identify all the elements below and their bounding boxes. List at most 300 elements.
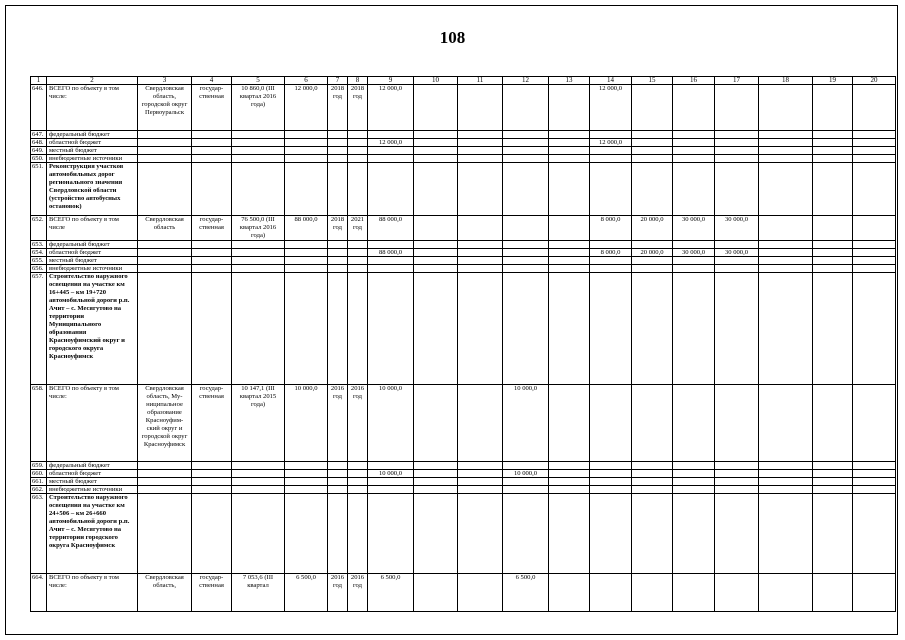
value-cell: [673, 147, 715, 155]
value-cell: [632, 574, 673, 612]
column-number: 2: [47, 77, 138, 85]
value-cell: [759, 470, 813, 478]
value-cell: [503, 241, 549, 249]
value-cell: [414, 462, 458, 470]
value-cell: [458, 257, 503, 265]
value-cell: [503, 131, 549, 139]
value-cell: [328, 462, 348, 470]
row-number-cell: 664.: [31, 574, 47, 612]
table-row: [31, 85, 896, 131]
value-cell: [853, 155, 896, 163]
row-number-cell: 646.: [31, 85, 47, 131]
value-cell: [632, 241, 673, 249]
value-cell: [285, 478, 328, 486]
value-cell: [759, 478, 813, 486]
value-cell: [715, 241, 759, 249]
row-number-cell: 658.: [31, 385, 47, 462]
row-number-cell: 654.: [31, 249, 47, 257]
value-cell: [328, 139, 348, 147]
value-cell: [632, 85, 673, 131]
value-cell: [673, 478, 715, 486]
value-cell: [192, 470, 232, 478]
value-cell: [632, 155, 673, 163]
value-cell: 10 860,0 (III квартал 2016 года): [232, 85, 285, 131]
value-cell: [414, 385, 458, 462]
value-cell: [458, 462, 503, 470]
value-cell: [813, 273, 853, 385]
value-cell: [458, 139, 503, 147]
row-number-cell: 652.: [31, 216, 47, 241]
value-cell: [673, 470, 715, 478]
value-cell: [458, 486, 503, 494]
value-cell: [192, 155, 232, 163]
value-cell: [549, 147, 590, 155]
value-cell: [759, 486, 813, 494]
value-cell: [414, 249, 458, 257]
value-cell: [549, 486, 590, 494]
value-cell: 2016 год: [328, 574, 348, 612]
row-name-cell: ВСЕГО по объекту в том числе:: [47, 85, 138, 131]
column-number: 6: [285, 77, 328, 85]
value-cell: [232, 147, 285, 155]
value-cell: [813, 385, 853, 462]
value-cell: [549, 131, 590, 139]
row-number-cell: 649.: [31, 147, 47, 155]
value-cell: [348, 155, 368, 163]
value-cell: [853, 216, 896, 241]
value-cell: [632, 486, 673, 494]
value-cell: [853, 163, 896, 216]
value-cell: 30 000,0: [673, 249, 715, 257]
value-cell: [503, 216, 549, 241]
value-cell: [715, 462, 759, 470]
value-cell: [715, 265, 759, 273]
value-cell: [368, 241, 414, 249]
table-row: [31, 139, 896, 147]
row-number-cell: 647.: [31, 131, 47, 139]
value-cell: [590, 265, 632, 273]
value-cell: [348, 147, 368, 155]
value-cell: [813, 478, 853, 486]
value-cell: [813, 574, 853, 612]
value-cell: [715, 574, 759, 612]
value-cell: [414, 478, 458, 486]
value-cell: [192, 265, 232, 273]
value-cell: 10 147,1 (III квартал 2015 года): [232, 385, 285, 462]
value-cell: [715, 139, 759, 147]
value-cell: [414, 216, 458, 241]
value-cell: [232, 478, 285, 486]
value-cell: [232, 257, 285, 265]
value-cell: [590, 494, 632, 574]
value-cell: [549, 462, 590, 470]
value-cell: [232, 470, 285, 478]
value-cell: [503, 139, 549, 147]
value-cell: [138, 257, 192, 265]
value-cell: [348, 265, 368, 273]
value-cell: 8 000,0: [590, 216, 632, 241]
value-cell: [285, 241, 328, 249]
value-cell: [853, 85, 896, 131]
row-name-cell: Реконструкция участков автомобильных дорог регионального значения Свердловской области (устройство автобусных остановок): [47, 163, 138, 216]
table-row: [31, 163, 896, 216]
table-row: [31, 241, 896, 249]
value-cell: [232, 163, 285, 216]
value-cell: [414, 139, 458, 147]
value-cell: 2016 год: [348, 385, 368, 462]
value-cell: [813, 257, 853, 265]
value-cell: [813, 462, 853, 470]
value-cell: [368, 257, 414, 265]
value-cell: [285, 147, 328, 155]
value-cell: [549, 241, 590, 249]
value-cell: [715, 131, 759, 139]
value-cell: [138, 273, 192, 385]
row-name-cell: ВСЕГО по объекту в том числе:: [47, 385, 138, 462]
value-cell: [590, 462, 632, 470]
value-cell: [458, 478, 503, 486]
column-number: 16: [673, 77, 715, 85]
value-cell: [285, 249, 328, 257]
value-cell: [673, 155, 715, 163]
value-cell: [458, 574, 503, 612]
value-cell: [503, 85, 549, 131]
value-cell: [673, 265, 715, 273]
value-cell: [285, 139, 328, 147]
value-cell: [232, 241, 285, 249]
value-cell: [138, 155, 192, 163]
value-cell: [853, 574, 896, 612]
value-cell: [458, 216, 503, 241]
value-cell: [632, 147, 673, 155]
value-cell: [348, 139, 368, 147]
value-cell: [632, 273, 673, 385]
value-cell: [503, 257, 549, 265]
table-row: [31, 216, 896, 241]
value-cell: [458, 85, 503, 131]
row-number-cell: 663.: [31, 494, 47, 574]
value-cell: [590, 131, 632, 139]
value-cell: [232, 494, 285, 574]
column-number: 7: [328, 77, 348, 85]
value-cell: [715, 494, 759, 574]
value-cell: [853, 494, 896, 574]
value-cell: Свердловская область, Му-ниципальное образование Красноуфим-ский округ и городской округ Красноуфимск: [138, 385, 192, 462]
value-cell: [673, 85, 715, 131]
value-cell: 12 000,0: [285, 85, 328, 131]
row-name-cell: федеральный бюджет: [47, 131, 138, 139]
value-cell: [285, 486, 328, 494]
value-cell: [715, 147, 759, 155]
value-cell: [138, 241, 192, 249]
value-cell: [458, 147, 503, 155]
value-cell: 10 000,0: [368, 470, 414, 478]
value-cell: [549, 155, 590, 163]
value-cell: 7 053,6 (III квартал: [232, 574, 285, 612]
value-cell: [549, 249, 590, 257]
value-cell: [813, 155, 853, 163]
row-name-cell: областной бюджет: [47, 470, 138, 478]
value-cell: [348, 163, 368, 216]
value-cell: [673, 241, 715, 249]
value-cell: [759, 574, 813, 612]
value-cell: [285, 494, 328, 574]
value-cell: [503, 155, 549, 163]
value-cell: [549, 470, 590, 478]
value-cell: [458, 155, 503, 163]
row-name-cell: местный бюджет: [47, 478, 138, 486]
value-cell: [715, 85, 759, 131]
value-cell: [138, 163, 192, 216]
value-cell: государ-ственная: [192, 574, 232, 612]
column-number: 9: [368, 77, 414, 85]
column-number: 5: [232, 77, 285, 85]
column-number: 1: [31, 77, 47, 85]
value-cell: [759, 155, 813, 163]
value-cell: государ-ственная: [192, 385, 232, 462]
value-cell: [138, 249, 192, 257]
value-cell: [368, 265, 414, 273]
column-number: 14: [590, 77, 632, 85]
value-cell: [348, 249, 368, 257]
value-cell: [813, 265, 853, 273]
value-cell: [328, 470, 348, 478]
value-cell: 20 000,0: [632, 249, 673, 257]
table-row: [31, 574, 896, 612]
value-cell: [503, 273, 549, 385]
column-number: 10: [414, 77, 458, 85]
value-cell: [853, 478, 896, 486]
row-name-cell: Строительство наружного освещения на участке км 16+445 – км 19+720 автомобильной дороги р.п. Ачит – с. Месягутово на территории Муниципального образования Красноуфимский округ и городского округа Красноуфимск: [47, 273, 138, 385]
row-name-cell: ВСЕГО по объекту в том числе: [47, 216, 138, 241]
value-cell: [138, 462, 192, 470]
row-number-cell: 648.: [31, 139, 47, 147]
value-cell: [192, 147, 232, 155]
value-cell: [632, 494, 673, 574]
value-cell: [232, 486, 285, 494]
value-cell: [348, 273, 368, 385]
value-cell: [458, 470, 503, 478]
value-cell: [759, 257, 813, 265]
column-number: 18: [759, 77, 813, 85]
value-cell: [414, 85, 458, 131]
value-cell: [232, 462, 285, 470]
row-name-cell: федеральный бюджет: [47, 462, 138, 470]
value-cell: [192, 131, 232, 139]
value-cell: [715, 478, 759, 486]
column-number: 15: [632, 77, 673, 85]
row-name-cell: федеральный бюджет: [47, 241, 138, 249]
row-name-cell: Строительство наружного освещения на участке км 24+506 – км 26+660 автомобильной дороги р.п. Ачит – с. Месягутово на территории городского округа Красноуфимск: [47, 494, 138, 574]
value-cell: [632, 265, 673, 273]
value-cell: [632, 478, 673, 486]
value-cell: [414, 486, 458, 494]
value-cell: [759, 265, 813, 273]
value-cell: [368, 155, 414, 163]
value-cell: [673, 131, 715, 139]
value-cell: [632, 470, 673, 478]
value-cell: [348, 257, 368, 265]
column-number: 20: [853, 77, 896, 85]
value-cell: [368, 494, 414, 574]
value-cell: [138, 486, 192, 494]
table-row: [31, 131, 896, 139]
value-cell: [232, 265, 285, 273]
value-cell: 10 000,0: [368, 385, 414, 462]
table-row: [31, 147, 896, 155]
value-cell: [853, 249, 896, 257]
value-cell: [715, 486, 759, 494]
value-cell: [503, 163, 549, 216]
value-cell: [458, 273, 503, 385]
value-cell: [192, 139, 232, 147]
value-cell: 2018 год: [348, 85, 368, 131]
value-cell: Свердловская область,: [138, 574, 192, 612]
value-cell: [285, 470, 328, 478]
value-cell: [414, 147, 458, 155]
value-cell: [414, 494, 458, 574]
value-cell: [414, 241, 458, 249]
value-cell: [285, 257, 328, 265]
value-cell: [458, 494, 503, 574]
value-cell: [813, 85, 853, 131]
column-number: 11: [458, 77, 503, 85]
value-cell: [632, 257, 673, 265]
table-row: [31, 486, 896, 494]
value-cell: 12 000,0: [368, 139, 414, 147]
value-cell: 88 000,0: [368, 249, 414, 257]
value-cell: [414, 470, 458, 478]
value-cell: [813, 241, 853, 249]
value-cell: [328, 486, 348, 494]
value-cell: [328, 273, 348, 385]
value-cell: [813, 486, 853, 494]
value-cell: [549, 478, 590, 486]
row-number-cell: 650.: [31, 155, 47, 163]
value-cell: [759, 131, 813, 139]
value-cell: [759, 249, 813, 257]
table-row: [31, 265, 896, 273]
value-cell: [590, 486, 632, 494]
value-cell: [414, 131, 458, 139]
value-cell: [285, 265, 328, 273]
value-cell: 88 000,0: [285, 216, 328, 241]
value-cell: [138, 494, 192, 574]
value-cell: [285, 163, 328, 216]
row-number-cell: 661.: [31, 478, 47, 486]
value-cell: [759, 241, 813, 249]
value-cell: [813, 249, 853, 257]
value-cell: 12 000,0: [590, 139, 632, 147]
column-number: 17: [715, 77, 759, 85]
value-cell: Свердловская область: [138, 216, 192, 241]
row-number-cell: 655.: [31, 257, 47, 265]
table-row: [31, 155, 896, 163]
value-cell: [232, 155, 285, 163]
value-cell: [458, 131, 503, 139]
value-cell: [813, 131, 853, 139]
value-cell: [813, 216, 853, 241]
row-name-cell: ВСЕГО по объекту в том числе:: [47, 574, 138, 612]
value-cell: [192, 257, 232, 265]
value-cell: [192, 478, 232, 486]
value-cell: [813, 139, 853, 147]
value-cell: 6 500,0: [285, 574, 328, 612]
value-cell: [503, 249, 549, 257]
value-cell: 30 000,0: [715, 249, 759, 257]
row-number-cell: 656.: [31, 265, 47, 273]
value-cell: [590, 478, 632, 486]
value-cell: [549, 163, 590, 216]
table-row: [31, 462, 896, 470]
value-cell: [192, 486, 232, 494]
value-cell: [138, 139, 192, 147]
value-cell: [549, 139, 590, 147]
value-cell: [549, 494, 590, 574]
value-cell: государ-ственная: [192, 85, 232, 131]
value-cell: [673, 139, 715, 147]
value-cell: [348, 478, 368, 486]
value-cell: [503, 478, 549, 486]
value-cell: [348, 241, 368, 249]
value-cell: [328, 163, 348, 216]
page-number: 108: [439, 28, 466, 47]
value-cell: [192, 249, 232, 257]
row-name-cell: местный бюджет: [47, 147, 138, 155]
value-cell: [759, 147, 813, 155]
value-cell: 10 000,0: [503, 470, 549, 478]
value-cell: [503, 494, 549, 574]
table-row: [31, 257, 896, 265]
value-cell: [232, 273, 285, 385]
value-cell: [503, 486, 549, 494]
value-cell: [673, 494, 715, 574]
value-cell: [192, 462, 232, 470]
value-cell: 10 000,0: [285, 385, 328, 462]
value-cell: [549, 216, 590, 241]
value-cell: [192, 273, 232, 385]
value-cell: [328, 257, 348, 265]
row-number-cell: 651.: [31, 163, 47, 216]
value-cell: [853, 241, 896, 249]
value-cell: [549, 385, 590, 462]
value-cell: 2018 год: [328, 216, 348, 241]
value-cell: [759, 139, 813, 147]
value-cell: [673, 163, 715, 216]
value-cell: [632, 462, 673, 470]
value-cell: [853, 265, 896, 273]
row-number-cell: 662.: [31, 486, 47, 494]
value-cell: [348, 494, 368, 574]
value-cell: [853, 273, 896, 385]
value-cell: Свердловская область, городской округ Первоуральск: [138, 85, 192, 131]
column-number: 19: [813, 77, 853, 85]
value-cell: [458, 163, 503, 216]
value-cell: [549, 85, 590, 131]
row-number-cell: 660.: [31, 470, 47, 478]
value-cell: [285, 273, 328, 385]
value-cell: [503, 147, 549, 155]
table-row: [31, 385, 896, 462]
table-row: [31, 478, 896, 486]
value-cell: 88 000,0: [368, 216, 414, 241]
value-cell: [673, 462, 715, 470]
value-cell: [328, 249, 348, 257]
row-name-cell: областной бюджет: [47, 249, 138, 257]
value-cell: [503, 462, 549, 470]
value-cell: [232, 131, 285, 139]
value-cell: государ-ственная: [192, 216, 232, 241]
